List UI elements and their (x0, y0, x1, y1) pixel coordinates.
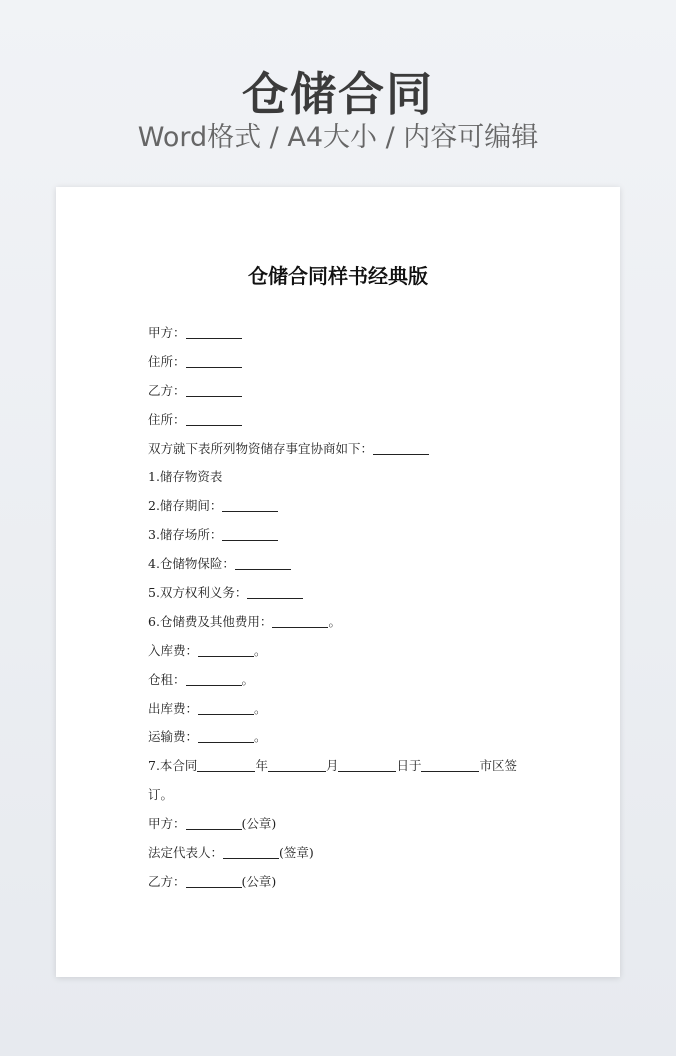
clause-2-line (148, 492, 548, 521)
legal-representative-line: 法定代表人： (签章) (148, 845, 314, 861)
inbound-fee-line: 入库费： 。 (148, 642, 267, 658)
line-label: 运输费： (148, 729, 199, 745)
line-label: 5.双方权利义务： (148, 585, 248, 601)
line-label: 甲方： (148, 325, 186, 340)
transport-fee-line: 运输费： 。 (148, 729, 267, 745)
document-title: 仓储合同样书经典版 (248, 264, 428, 288)
line-label: 仓租： (148, 671, 186, 687)
line-label: 双方就下表所列物资储存事宜协商如下： (148, 440, 374, 456)
document-body (148, 319, 548, 897)
blank-field[interactable] (235, 555, 291, 570)
blank-field[interactable] (247, 584, 303, 599)
blank-field[interactable] (222, 526, 278, 541)
party-b-address-line (148, 406, 548, 435)
blank-field[interactable] (186, 411, 242, 426)
party-a-seal-line: 甲方： (公章) (148, 816, 277, 832)
line-label: 6.仓储费及其他费用： (148, 613, 273, 629)
blank-field[interactable] (222, 497, 278, 512)
blank-field[interactable] (272, 613, 328, 628)
blank-field[interactable] (186, 353, 242, 368)
clause-4-line (148, 550, 548, 579)
line-label: 1.储存物资表 (148, 469, 223, 485)
blank-field[interactable] (186, 324, 242, 339)
year-blank-field[interactable] (197, 757, 255, 772)
party-a-address-line (148, 348, 548, 377)
day-blank-field[interactable] (338, 757, 396, 772)
blank-field[interactable] (198, 700, 254, 715)
rent-line: 仓租： 。 (148, 671, 255, 687)
line-label: 住所： (148, 353, 186, 369)
month-blank-field[interactable] (268, 757, 326, 772)
banner-title: 仓储合同 (242, 67, 434, 121)
line-label: 出库费： (148, 700, 199, 716)
blank-field[interactable] (186, 382, 242, 397)
agreement-intro-line (148, 435, 548, 464)
line-label: 住所： (148, 411, 186, 427)
blank-field[interactable] (373, 440, 429, 455)
clause-5-line (148, 579, 548, 608)
blank-field[interactable] (223, 844, 279, 859)
blank-field[interactable] (198, 642, 254, 657)
signing-date-line-continued: 订。 (148, 787, 174, 803)
clause-6-line: 6.仓储费及其他费用： 。 (148, 613, 341, 629)
line-label: 入库费： (148, 642, 199, 658)
line-label: 4.仓储物保险： (148, 556, 235, 572)
blank-field[interactable] (186, 671, 242, 686)
line-label: 乙方： (148, 382, 186, 398)
outbound-fee-line: 出库费： 。 (148, 700, 267, 716)
party-a-line (148, 319, 548, 348)
banner-subtitle: Word格式 / A4大小 / 内容可编辑 (137, 122, 539, 153)
party-b-seal-line: 乙方： (公章) (148, 873, 277, 889)
city-blank-field[interactable] (421, 757, 479, 772)
signing-date-line: 7.本合同 年 月 日于 市区签 (148, 758, 517, 774)
line-label: 3.储存场所： (148, 527, 223, 543)
blank-field[interactable] (186, 873, 242, 888)
clause-3-line (148, 521, 548, 550)
document-page (56, 187, 620, 977)
blank-field[interactable] (186, 815, 242, 830)
clause-1-line (148, 463, 548, 492)
blank-field[interactable] (198, 728, 254, 743)
line-label: 2.储存期间： (148, 498, 223, 514)
party-b-line (148, 377, 548, 406)
